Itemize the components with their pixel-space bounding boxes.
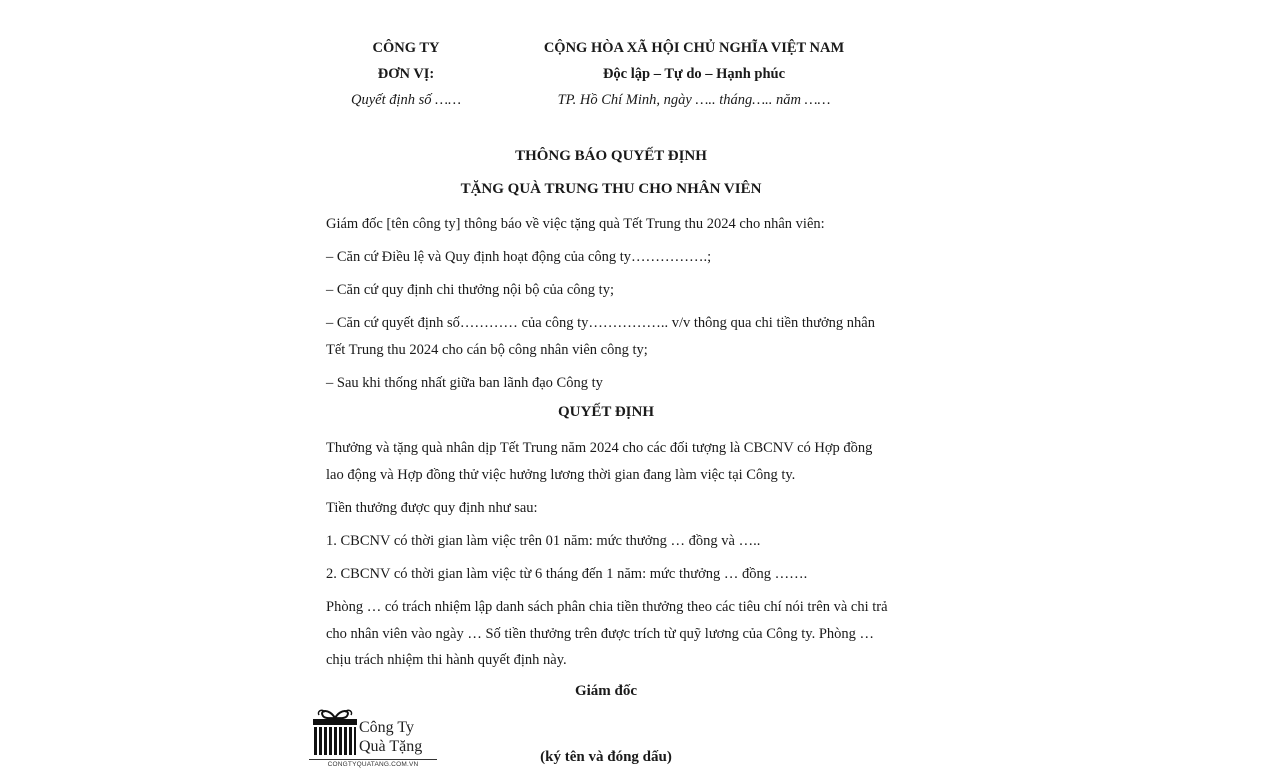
basis-item: – Sau khi thống nhất giữa ban lãnh đạo Công ty [326,375,603,391]
company-logo [309,706,441,770]
bonus-item: 2. CBCNV có thời gian làm việc từ 6 tháng đến 1 năm: mức thưởng … đồng ……. [326,566,808,582]
signature-title: Giám đốc [574,683,638,699]
signature-note: (ký tên và đóng dấu) [540,749,672,765]
document-title: THÔNG BÁO QUYẾT ĐỊNH [515,148,707,164]
national-heading-block [524,38,864,116]
decision-heading: QUYẾT ĐỊNH [558,404,654,420]
basis-item: – Căn cứ Điều lệ và Quy định hoạt động của công ty…………….; [326,249,712,265]
decision-paragraph: Thưởng và tặng quà nhân dịp Tết Trung năm 2024 cho các đối tượng là CBCNV có Hợp đồng lao động và Hợp đồng thử việc hưởng lương thời gian đang làm việc tại Công ty. [326,440,873,483]
intro-paragraph: Giám đốc [tên công ty] thông báo về việc tặng quà Tết Trung thu 2024 cho nhân viên: [326,216,825,232]
logo-line-1: Công Ty [359,719,415,736]
responsibility-paragraph: Phòng … có trách nhiệm lập danh sách phân chia tiền thưởng theo các tiêu chí nói trên và chi trả cho nhân viên vào ngày … Số tiền thưởng trên được trích từ quỹ lương của Công ty. Phòng … chịu trách nhiệm thi hành quyết định này. [326,599,888,668]
company-label: CÔNG TY [372,40,440,56]
decision-number: Quyết định số …… [351,92,461,108]
unit-label: ĐƠN VỊ: [377,66,435,82]
logo-website: CONGTYQUATANG.COM.VN [309,759,437,768]
bonus-item: 1. CBCNV có thời gian làm việc trên 01 năm: mức thưởng … đồng và ….. [326,533,761,549]
national-motto: Độc lập – Tự do – Hạnh phúc [602,66,786,82]
logo-line-2: Quà Tặng [359,738,423,755]
document-subtitle: TẶNG QUÀ TRUNG THU CHO NHÂN VIÊN [460,181,762,197]
basis-item: – Căn cứ quyết định số………… của công ty…………….. v/v thông qua chi tiền thưởng nhân Tết Trung thu 2024 cho cán bộ công nhân viên công ty; [326,315,875,358]
document-header [326,0,896,125]
issuer-block [326,38,486,116]
gift-box-icon [311,706,359,758]
place-date: TP. Hồ Chí Minh, ngày ….. tháng….. năm …… [557,92,831,108]
basis-item: – Căn cứ quy định chi thưởng nội bộ của công ty; [326,282,614,298]
document-page [326,0,896,780]
bonus-intro: Tiền thưởng được quy định như sau: [326,500,538,516]
nation-name: CỘNG HÒA XÃ HỘI CHỦ NGHĨA VIỆT NAM [543,40,845,56]
